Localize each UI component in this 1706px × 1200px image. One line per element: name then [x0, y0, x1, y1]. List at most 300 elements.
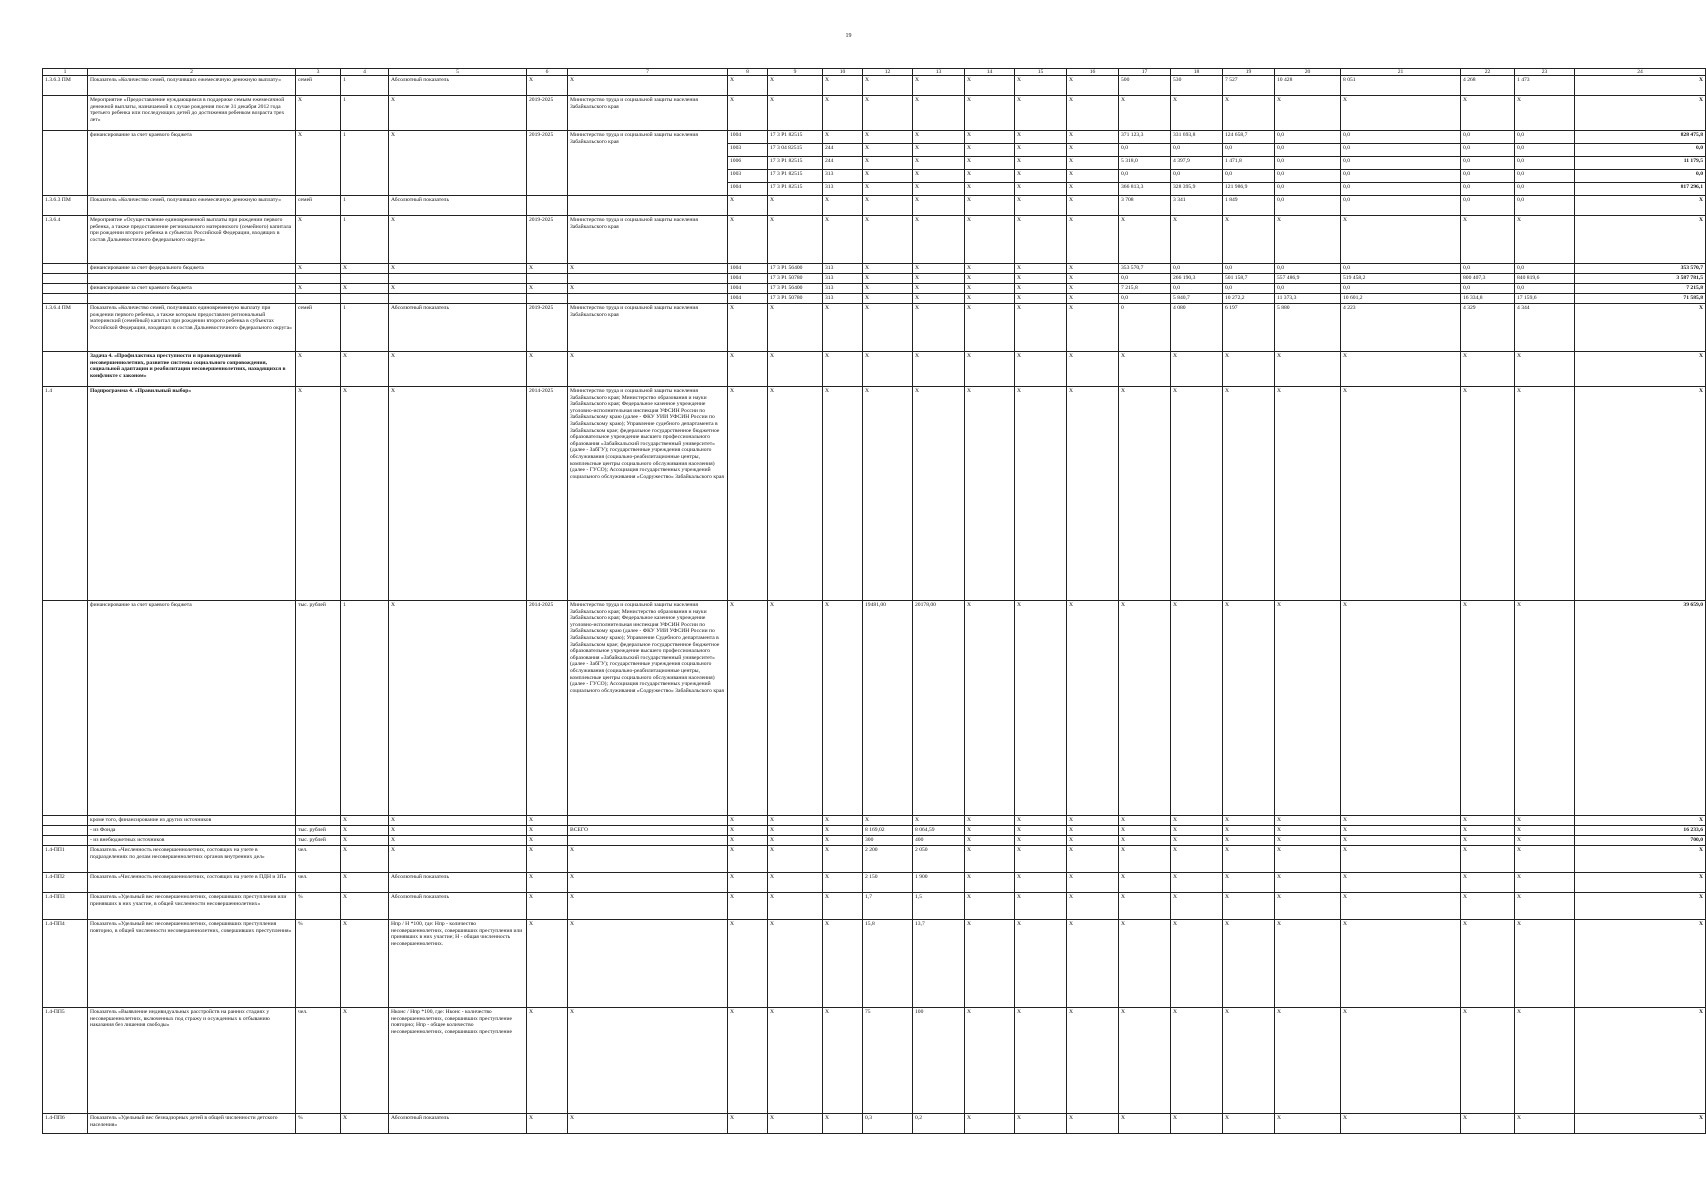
table-cell: X: [1223, 1114, 1275, 1134]
table-cell: X: [527, 1008, 568, 1114]
table-cell: 0,0: [1341, 264, 1461, 274]
table-cell: X: [1223, 601, 1275, 816]
table-cell: 1.4-ПП3: [43, 893, 88, 920]
table-cell: 1006: [728, 157, 768, 170]
table-cell: X: [913, 816, 965, 826]
table-cell: X: [1015, 274, 1067, 284]
table-cell: 1: [341, 131, 389, 196]
table-cell: X: [1067, 846, 1119, 873]
table-cell: 0,0: [1515, 264, 1575, 274]
table-cell: X: [965, 387, 1015, 601]
table-cell: X: [1275, 836, 1341, 846]
table-cell: X: [823, 920, 863, 1008]
table-cell: X: [728, 1008, 768, 1114]
table-cell: X: [863, 170, 913, 183]
table-cell: X: [728, 893, 768, 920]
table-cell: 0,0: [1515, 284, 1575, 294]
table-cell: 17 3 P1 50780: [768, 294, 823, 304]
table-cell: X: [823, 96, 863, 131]
table-cell: X: [1119, 1008, 1171, 1114]
table-cell: X: [863, 144, 913, 157]
table-cell: 0,0: [1341, 144, 1461, 157]
table-cell: X: [568, 893, 728, 920]
table-cell: X: [1067, 873, 1119, 893]
table-cell: X: [863, 816, 913, 826]
table-cell: Абсолютный показатель: [389, 1114, 527, 1134]
table-cell: X: [913, 352, 965, 387]
table-cell: X: [1223, 216, 1275, 264]
table-cell: X: [527, 352, 568, 387]
table-cell: 0,0: [1461, 170, 1515, 183]
table-row: [43, 131, 1706, 144]
table-cell: X: [1461, 1114, 1515, 1134]
table-cell: 353 570,7: [1119, 264, 1171, 274]
table-cell: X: [1575, 816, 1706, 826]
table-cell: 0,0: [1515, 170, 1575, 183]
table-cell: 0,0: [1275, 170, 1341, 183]
table-cell: X: [1575, 846, 1706, 873]
header-cell: 12: [863, 69, 913, 76]
table-cell: X: [341, 352, 389, 387]
table-cell: X: [1575, 352, 1706, 387]
table-row: [43, 893, 1706, 920]
table-cell: X: [389, 826, 527, 836]
table-cell: X: [768, 601, 823, 816]
table-cell: X: [527, 826, 568, 836]
table-cell: X: [1171, 387, 1223, 601]
table-cell: Министерство труда и социальной защиты населения Забайкальского края; Министерство образования и науки Забайкальского края; Федеральное казенное учреждение уголовно-исполнительная инспекция УФСИН России по Забайкальскому краю (далее - ФКУ УИИ УФСИН России по Забайкальскому краю); Управление Судебного департамента в Забайкальском крае; федеральное государственное бюджетное образовательное учреждение высшего профессионального образования «Забайкальский государственный университет» (далее - ЗабГУ); государственные учреждения социального обслуживания (социально-реабилитационные центры, комплексные центры социального обслуживания населения) (далее - ГУСО); Ассоциация государственных учреждений социального обслуживания «Содружество» Забайкальского края: [568, 601, 728, 816]
table-cell: 1: [341, 601, 389, 816]
table-cell: X: [1461, 352, 1515, 387]
table-cell: 0,0: [1119, 144, 1171, 157]
table-cell: [341, 294, 389, 304]
table-cell: X: [568, 846, 728, 873]
table-cell: Показатель «Удельный вес несовершеннолетних, совершивших преступления повторно, в общей численности несовершеннолетних, совершивших преступления»: [88, 920, 296, 1008]
table-row: [43, 836, 1706, 846]
table-cell: X: [1119, 1114, 1171, 1134]
table-cell: X: [341, 873, 389, 893]
header-cell: 22: [1461, 69, 1515, 76]
table-cell: X: [1515, 846, 1575, 873]
table-cell: X: [341, 816, 389, 826]
header-cell: 3: [296, 69, 341, 76]
table-cell: X: [389, 816, 527, 826]
table-cell: X: [1575, 96, 1706, 131]
table-cell: X: [913, 294, 965, 304]
table-cell: X: [728, 826, 768, 836]
table-cell: X: [389, 284, 527, 294]
table-cell: X: [728, 216, 768, 264]
header-cell: 15: [1015, 69, 1067, 76]
table-cell: [568, 836, 728, 846]
table-cell: X: [1515, 836, 1575, 846]
table-cell: X: [823, 1008, 863, 1114]
table-cell: X: [1341, 1114, 1461, 1134]
table-cell: X: [768, 304, 823, 352]
table-cell: [88, 294, 296, 304]
table-cell: 530: [1171, 76, 1223, 96]
table-cell: X: [863, 157, 913, 170]
table-cell: X: [1067, 131, 1119, 144]
table-cell: 0,0: [1461, 196, 1515, 216]
table-cell: 817 296,1: [1575, 183, 1706, 196]
table-cell: 3 708: [1119, 196, 1171, 216]
table-cell: X: [863, 274, 913, 284]
table-cell: X: [389, 387, 527, 601]
table-cell: 75: [863, 1008, 913, 1114]
table-cell: X: [1119, 826, 1171, 836]
table-cell: X: [527, 873, 568, 893]
table-cell: X: [1223, 826, 1275, 836]
header-cell: 6: [527, 69, 568, 76]
table-cell: X: [1171, 836, 1223, 846]
table-cell: X: [913, 264, 965, 274]
table-cell: X: [1015, 387, 1067, 601]
table-cell: 17 3 P1 82515: [768, 183, 823, 196]
table-cell: [88, 274, 296, 284]
table-cell: тыс. рублей: [296, 601, 341, 816]
table-cell: 1.4-ПП1: [43, 846, 88, 873]
table-row: [43, 387, 1706, 601]
table-cell: 1.3.6.4 ПМ: [43, 304, 88, 352]
table-cell: Абсолютный показатель: [389, 893, 527, 920]
table-cell: X: [823, 131, 863, 144]
table-cell: Подпрограмма 4. «Правильный выбор»: [88, 387, 296, 601]
table-cell: X: [823, 826, 863, 836]
table-cell: X: [1341, 216, 1461, 264]
table-cell: 2 050: [913, 846, 965, 873]
table-cell: X: [1461, 826, 1515, 836]
table-cell: Нконс / Нпр *100, где: Нконс - количество несовершеннолетних, совершивших преступление повторно; Нпр - общее количество несовершеннолетних, совершивших преступление: [389, 1008, 527, 1114]
table-cell: X: [965, 144, 1015, 157]
table-cell: X: [1119, 816, 1171, 826]
table-cell: X: [863, 196, 913, 216]
table-cell: 1: [341, 96, 389, 131]
table-cell: 17 3 P1 50780: [768, 274, 823, 284]
table-cell: X: [1067, 920, 1119, 1008]
table-cell: [43, 284, 88, 294]
table-cell: X: [1223, 352, 1275, 387]
table-cell: X: [1015, 304, 1067, 352]
table-cell: X: [863, 294, 913, 304]
table-cell: 15,8: [863, 920, 913, 1008]
table-cell: X: [568, 76, 728, 96]
table-cell: X: [1515, 352, 1575, 387]
table-cell: X: [1575, 1114, 1706, 1134]
table-cell: 0,0: [1119, 294, 1171, 304]
table-cell: 4 397,9: [1171, 157, 1223, 170]
table-cell: кроме того, финансирование из других источников: [88, 816, 296, 826]
table-cell: X: [823, 196, 863, 216]
table-cell: - из внебюджетных источников: [88, 836, 296, 846]
table-cell: X: [1119, 387, 1171, 601]
table-cell: 3 587 781,5: [1575, 274, 1706, 284]
table-cell: [43, 836, 88, 846]
table-cell: X: [863, 131, 913, 144]
table-cell: X: [863, 264, 913, 274]
header-row: [43, 69, 1706, 76]
table-cell: 1004: [728, 131, 768, 144]
table-cell: X: [1575, 216, 1706, 264]
table-cell: Показатель «Численность несовершеннолетних, состоящих на учете в подразделениях по делам несовершеннолетних органов внутренних дел»: [88, 846, 296, 873]
table-cell: 0,0: [1223, 264, 1275, 274]
table-cell: X: [1275, 1114, 1341, 1134]
table-cell: X: [1067, 1008, 1119, 1114]
table-cell: 828 475,8: [1575, 131, 1706, 144]
table-cell: [43, 826, 88, 836]
table-cell: X: [965, 873, 1015, 893]
table-cell: 2014-2025: [527, 601, 568, 816]
table-cell: X: [823, 304, 863, 352]
table-cell: X: [1461, 873, 1515, 893]
header-cell: 10: [823, 69, 863, 76]
table-cell: Мероприятие «Осуществление единовременной выплаты при рождении первого ребенка, а также предоставление регионального материнского (семейного) капитала при рождении второго ребенка в субъектах Российской Федерации, входящих в состав Дальневосточного федерального округа»: [88, 216, 296, 264]
table-cell: Абсолютный показатель: [389, 304, 527, 352]
table-cell: [389, 274, 527, 284]
table-cell: X: [768, 96, 823, 131]
table-row: [43, 873, 1706, 893]
table-cell: X: [1067, 170, 1119, 183]
table-cell: 2014-2025: [527, 387, 568, 601]
table-cell: X: [1015, 816, 1067, 826]
table-cell: X: [1223, 1008, 1275, 1114]
table-cell: 0,0: [1515, 183, 1575, 196]
table-row: [43, 284, 1706, 294]
table-cell: X: [823, 216, 863, 264]
table-cell: [43, 294, 88, 304]
table-cell: X: [823, 846, 863, 873]
table-cell: 39 659,0: [1575, 601, 1706, 816]
table-cell: [43, 816, 88, 826]
table-cell: X: [1119, 352, 1171, 387]
header-cell: 8: [728, 69, 768, 76]
table-cell: X: [527, 264, 568, 274]
table-cell: [527, 196, 568, 216]
table-cell: 557 486,9: [1275, 274, 1341, 284]
table-cell: X: [1119, 601, 1171, 816]
table-cell: X: [913, 387, 965, 601]
table-cell: X: [1067, 1114, 1119, 1134]
table-cell: - из Фонда: [88, 826, 296, 836]
table-cell: X: [965, 157, 1015, 170]
table-cell: 7 215,8: [1119, 284, 1171, 294]
table-cell: X: [1575, 873, 1706, 893]
table-cell: X: [1575, 893, 1706, 920]
table-cell: X: [823, 601, 863, 816]
table-cell: [527, 294, 568, 304]
table-cell: X: [1575, 76, 1706, 96]
table-cell: Министерство труда и социальной защиты населения Забайкальского края: [568, 304, 728, 352]
table-cell: 313: [823, 264, 863, 274]
table-cell: X: [568, 873, 728, 893]
table-cell: 0,0: [1171, 284, 1223, 294]
table-cell: X: [1223, 873, 1275, 893]
table-cell: финансирование за счет краевого бюджета: [88, 131, 296, 196]
table-cell: X: [768, 352, 823, 387]
table-cell: ВСЕГО: [568, 826, 728, 836]
table-cell: X: [1575, 304, 1706, 352]
table-cell: X: [728, 816, 768, 826]
table-row: [43, 826, 1706, 836]
table-cell: 1 471,8: [1223, 157, 1275, 170]
table-cell: X: [913, 284, 965, 294]
table-cell: X: [728, 920, 768, 1008]
table-cell: 3 341: [1171, 196, 1223, 216]
table-cell: X: [823, 873, 863, 893]
table-cell: X: [768, 387, 823, 601]
table-cell: X: [768, 196, 823, 216]
table-cell: X: [913, 304, 965, 352]
table-cell: 313: [823, 294, 863, 304]
table-cell: X: [965, 131, 1015, 144]
table-cell: X: [1067, 274, 1119, 284]
table-cell: Абсолютный показатель: [389, 873, 527, 893]
table-row: [43, 304, 1706, 352]
table-cell: X: [1223, 846, 1275, 873]
table-cell: X: [965, 294, 1015, 304]
table-cell: X: [1015, 196, 1067, 216]
table-row: [43, 274, 1706, 284]
table-cell: X: [1275, 216, 1341, 264]
table-cell: 17 3 P1 56400: [768, 284, 823, 294]
table-cell: 17 159,6: [1515, 294, 1575, 304]
table-cell: X: [1461, 836, 1515, 846]
table-cell: 0,0: [1171, 264, 1223, 274]
table-cell: X: [768, 873, 823, 893]
table-cell: X: [1015, 920, 1067, 1008]
table-cell: X: [768, 836, 823, 846]
table-cell: X: [1015, 1114, 1067, 1134]
table-cell: 17 3 04 82515: [768, 144, 823, 157]
table-cell: 4 344: [1515, 304, 1575, 352]
table-cell: X: [823, 76, 863, 96]
table-cell: 10 601,2: [1341, 294, 1461, 304]
table-cell: 0,0: [1275, 157, 1341, 170]
table-cell: X: [1515, 1114, 1575, 1134]
table-cell: X: [1275, 893, 1341, 920]
table-cell: X: [728, 846, 768, 873]
table-row: [43, 601, 1706, 816]
table-cell: X: [1067, 183, 1119, 196]
table-cell: X: [296, 387, 341, 601]
table-cell: 2019-2025: [527, 216, 568, 264]
table-cell: X: [863, 284, 913, 294]
table-cell: 5 840,7: [1171, 294, 1223, 304]
table-cell: чел.: [296, 846, 341, 873]
table-cell: X: [728, 96, 768, 131]
header-cell: 16: [1067, 69, 1119, 76]
table-cell: [568, 294, 728, 304]
table-cell: X: [1275, 846, 1341, 873]
table-cell: Министерство труда и социальной защиты населения Забайкальского края; Министерство образования и науки Забайкальского края; Федеральное казенное учреждение уголовно-исполнительная инспекция УФСИН России по Забайкальскому краю (далее - ФКУ УИИ УФСИН России по Забайкальскому краю); Управление судебного департамента в Забайкальском крае; федеральное государственное бюджетное образовательное учреждение высшего профессионального образования «Забайкальский государственный университет» (далее - ЗабГУ); государственные учреждения социального обслуживания (социально-реабилитационные центры, комплексные центры социального обслуживания населения) (далее - ГУСО); Ассоциация государственных учреждений социального обслуживания «Содружество» Забайкальского края: [568, 387, 728, 601]
table-cell: [43, 601, 88, 816]
table-cell: X: [1067, 826, 1119, 836]
table-cell: X: [1341, 873, 1461, 893]
table-cell: 0,0: [1461, 131, 1515, 144]
table-row: [43, 294, 1706, 304]
table-cell: [43, 352, 88, 387]
table-cell: X: [341, 893, 389, 920]
table-cell: [296, 816, 341, 826]
table-cell: X: [1341, 893, 1461, 920]
table-cell: X: [1067, 96, 1119, 131]
table-cell: 1 473: [1515, 76, 1575, 96]
table-cell: 8 064,59: [913, 826, 965, 836]
table-row: [43, 76, 1706, 96]
table-cell: [341, 274, 389, 284]
table-cell: [568, 274, 728, 284]
table-cell: 4 080: [1171, 304, 1223, 352]
table-cell: 11 373,3: [1275, 294, 1341, 304]
table-cell: X: [1575, 920, 1706, 1008]
table-cell: X: [1171, 920, 1223, 1008]
table-cell: 2019-2025: [527, 96, 568, 131]
table-cell: 0,0: [1275, 131, 1341, 144]
table-row: [43, 816, 1706, 826]
table-cell: X: [341, 1114, 389, 1134]
header-cell: 2: [88, 69, 296, 76]
table-cell: X: [1015, 893, 1067, 920]
table-cell: X: [1341, 387, 1461, 601]
table-cell: X: [1275, 816, 1341, 826]
table-cell: X: [1015, 294, 1067, 304]
table-row: [43, 846, 1706, 873]
table-row: [43, 1008, 1706, 1114]
table-cell: X: [965, 826, 1015, 836]
table-cell: X: [1015, 170, 1067, 183]
table-cell: [43, 274, 88, 284]
table-cell: X: [1341, 816, 1461, 826]
header-cell: 13: [913, 69, 965, 76]
table-cell: 7 215,8: [1575, 284, 1706, 294]
table-cell: X: [1341, 826, 1461, 836]
table-cell: X: [768, 893, 823, 920]
table-cell: 2019-2025: [527, 131, 568, 196]
table-cell: X: [1119, 893, 1171, 920]
table-cell: 313: [823, 274, 863, 284]
table-cell: 1 849: [1223, 196, 1275, 216]
table-cell: 300: [863, 836, 913, 846]
header-cell: 14: [965, 69, 1015, 76]
table-cell: X: [1067, 387, 1119, 601]
table-cell: X: [1461, 816, 1515, 826]
table-cell: 0,0: [1341, 131, 1461, 144]
table-cell: X: [1275, 873, 1341, 893]
table-cell: Показатель «Количество семей, получивших ежемесячную денежную выплату»: [88, 196, 296, 216]
table-cell: X: [1171, 873, 1223, 893]
table-cell: X: [768, 216, 823, 264]
table-cell: X: [1067, 294, 1119, 304]
table-cell: X: [1223, 893, 1275, 920]
table-cell: X: [1461, 601, 1515, 816]
table-cell: [568, 196, 728, 216]
table-cell: X: [1341, 601, 1461, 816]
table-cell: X: [913, 96, 965, 131]
table-cell: [296, 274, 341, 284]
table-cell: X: [768, 76, 823, 96]
table-cell: X: [1341, 836, 1461, 846]
table-cell: X: [341, 826, 389, 836]
table-cell: Показатель «Удельный вес несовершеннолетних, совершивших преступления или принявших в них участие, в общей численности несовершеннолетних»: [88, 893, 296, 920]
table-cell: 519 458,2: [1341, 274, 1461, 284]
table-cell: 1: [341, 196, 389, 216]
table-cell: X: [863, 387, 913, 601]
table-cell: 2019-2025: [527, 304, 568, 352]
table-cell: X: [568, 1114, 728, 1134]
table-cell: X: [768, 846, 823, 873]
table-cell: X: [1515, 920, 1575, 1008]
table-cell: 20178,00: [913, 601, 965, 816]
